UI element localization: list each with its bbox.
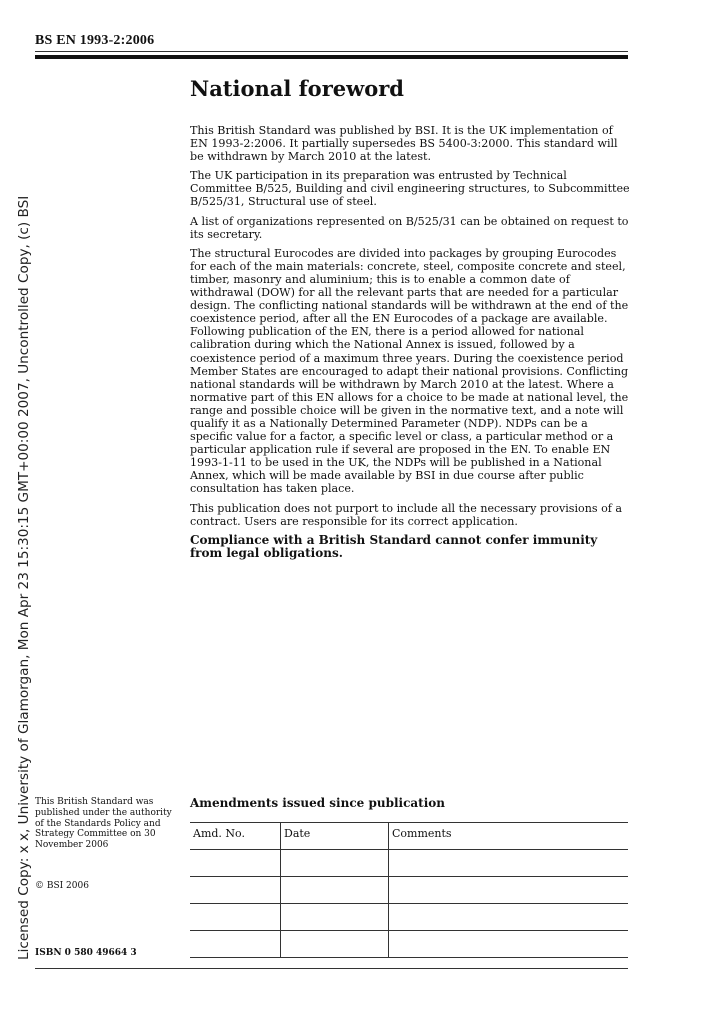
table-row xyxy=(190,931,628,958)
table-cell xyxy=(281,850,389,877)
table-cell xyxy=(190,931,281,958)
license-watermark: Licensed Copy: x x, University of Glamorgan, Mon Apr 23 15:30:15 GMT+00:00 2007, Uncontrolled Copy, (c) BSI xyxy=(16,195,32,960)
amendments-table xyxy=(190,822,628,958)
authority-note: This British Standard was published under the authority of the Standards Policy and Strategy Committee on 30 November 2006 xyxy=(35,797,172,851)
paragraph-participation: The UK participation in its preparation was entrusted by Technical Committee B/525, Building and civil engineering structures, to Subcommittee B/525/31, Structural use of steel. xyxy=(190,169,630,209)
compliance-statement: Compliance with a British Standard cannot confer immunity from legal obligations. xyxy=(190,532,598,561)
isbn: ISBN 0 580 49664 3 xyxy=(35,948,137,958)
table-row xyxy=(190,904,628,931)
footer-rule xyxy=(35,968,628,969)
column-header-amd-no: Amd. No. xyxy=(190,823,281,850)
column-header-comments: Comments xyxy=(389,823,629,850)
page-title: National foreword xyxy=(190,76,404,101)
paragraph-eurocodes: The structural Eurocodes are divided into packages by grouping Eurocodes for each of the main materials: concrete, steel, composite concrete and steel, timber, masonry and aluminium; this is to enable a common date of withdrawal (DOW) for all the relevant parts that are needed for a particular design. The conflicting national standards will be withdrawn at the end of the coexistence period, after all the EN Eurocodes of a package are available. Following publication of the EN, there is a period allowed for national calibration during which the National Annex is issued, followed by a coexistence period of a maximum three years. During the coexistence period Member States are encouraged to adapt their national provisions. Conflicting national standards will be withdrawn by March 2010 at the latest. Where a normative part of this EN allows for a choice to be made at national level, the range and possible choice will be given in the normative text, and a note will qualify it as a Nationally Determined Parameter (NDP). NDPs can be a specific value for a factor, a specific level or class, a particular method or a particular application rule if several are proposed in the EN. To enable EN 1993-1-11 to be used in the UK, the NDPs will be published in a National Annex, which will be made available by BSI in due course after public consultation has taken place. xyxy=(190,246,629,496)
table-header-row xyxy=(190,823,628,850)
table-cell xyxy=(190,850,281,877)
table-cell xyxy=(389,904,629,931)
table-cell xyxy=(389,850,629,877)
document-code: BS EN 1993-2:2006 xyxy=(35,33,155,48)
paragraph-organizations: A list of organizations represented on B/525/31 can be obtained on request to its secretary. xyxy=(190,214,629,241)
table-cell xyxy=(190,877,281,904)
table-cell xyxy=(389,931,629,958)
header-rule-thin xyxy=(35,51,628,52)
copyright-note: © BSI 2006 xyxy=(35,881,89,891)
table-cell xyxy=(281,904,389,931)
column-header-date: Date xyxy=(281,823,389,850)
foreword-body xyxy=(190,124,630,567)
paragraph-publication: This British Standard was published by BSI. It is the UK implementation of EN 1993-2:2006. It partially supersedes BS 5400-3:2000. This standard will be withdrawn by March 2010 at the latest. xyxy=(190,124,618,164)
table-cell xyxy=(389,877,629,904)
table-cell xyxy=(281,877,389,904)
paragraph-provisions: This publication does not purport to include all the necessary provisions of a contract. Users are responsible for its correct application. xyxy=(190,501,623,528)
table-cell xyxy=(281,931,389,958)
amendments-title: Amendments issued since publication xyxy=(190,796,445,810)
table-cell xyxy=(190,904,281,931)
header-rule-thick xyxy=(35,55,628,59)
table-row xyxy=(190,877,628,904)
table-row xyxy=(190,850,628,877)
